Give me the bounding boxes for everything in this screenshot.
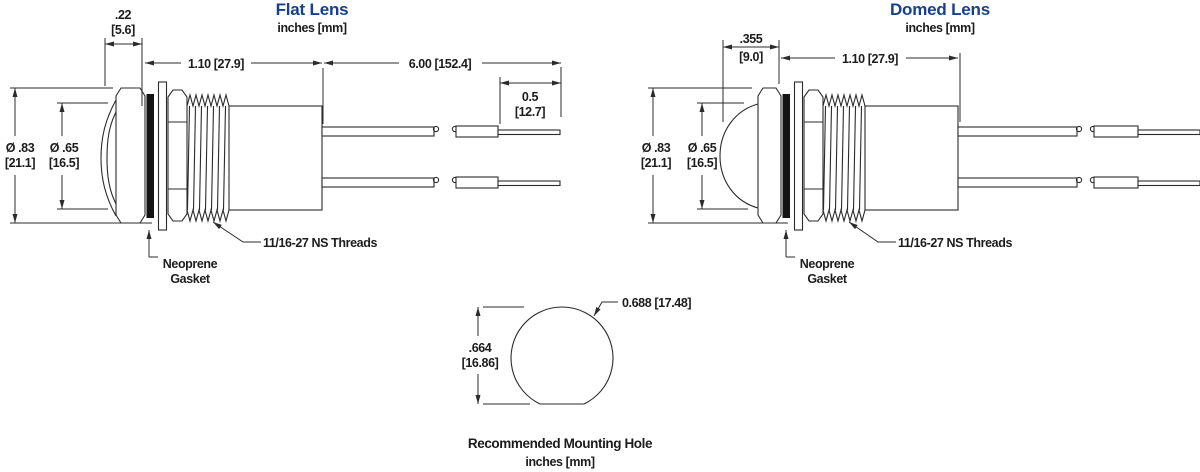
- domed-dim-od-mm: [21.1]: [640, 156, 672, 170]
- flat-dim-strip-in: 0.5: [521, 90, 539, 104]
- flat-dim-strip-length: [500, 77, 561, 124]
- domed-gasket-label-1: Neoprene: [799, 257, 855, 271]
- domed-lens-face: [720, 104, 758, 208]
- domed-threads-label-text: 11/16-27 NS Threads: [898, 236, 1012, 250]
- domed-gasket-label: [786, 230, 855, 286]
- flat-dim-lead-text: 6.00 [152.4]: [408, 57, 472, 71]
- flat-body: [229, 106, 322, 210]
- domed-dim-lens-in: Ø .65: [687, 141, 717, 155]
- flat-lens-drawing: [5, 0, 561, 286]
- flat-dim-body-text: 1.10 [27.9]: [187, 57, 245, 71]
- hole-units: inches [mm]: [525, 455, 595, 469]
- flat-wire-leads: [322, 126, 560, 188]
- flat-gasket-label-2: Gasket: [170, 272, 210, 286]
- flat-neoprene-gasket: [147, 94, 155, 218]
- flat-dim-strip-mm: [12.7]: [514, 105, 546, 119]
- domed-dim-od-in: Ø .83: [641, 141, 671, 155]
- flat-lens-title: Flat Lens: [275, 0, 349, 19]
- mounting-hole-drawing: [462, 296, 692, 469]
- flat-dim-bezel-mm: [5.6]: [111, 23, 135, 37]
- flat-threads-label-text: 11/16-27 NS Threads: [263, 236, 377, 250]
- domed-dim-lens-mm: [16.5]: [686, 156, 718, 170]
- flat-lens-units: inches [mm]: [277, 21, 347, 35]
- domed-gasket-label-2: Gasket: [807, 272, 847, 286]
- hole-caption: Recommended Mounting Hole: [467, 436, 653, 451]
- domed-lens-drawing: [641, 0, 1200, 286]
- domed-neoprene-gasket: [783, 94, 791, 218]
- flat-bezel: [116, 88, 145, 223]
- flat-threads: [187, 95, 229, 221]
- flat-gasket-label: [149, 230, 218, 286]
- flat-threads-label: [213, 222, 377, 250]
- flat-hex-nut: [168, 90, 187, 221]
- domed-threads-label: [849, 222, 1012, 250]
- flat-dim-lens-in: Ø .65: [49, 141, 79, 155]
- flat-dim-od-mm: [21.1]: [4, 156, 36, 170]
- domed-dim-body-text: 1.10 [27.9]: [841, 52, 899, 66]
- domed-dim-bezel-mm: [9.0]: [739, 50, 763, 64]
- flat-gasket-label-1: Neoprene: [162, 257, 218, 271]
- hole-dim-flat-in: .664: [468, 341, 492, 355]
- domed-hex-nut: [804, 90, 823, 221]
- domed-threads: [823, 95, 865, 221]
- flat-dim-lens-dia: [49, 103, 108, 209]
- domed-lens-units: inches [mm]: [905, 21, 975, 35]
- domed-dim-bezel-in: .355: [739, 32, 763, 46]
- flat-flange: [159, 82, 167, 230]
- domed-wire-leads: [958, 126, 1200, 188]
- flat-dim-lens-mm: [16.5]: [48, 156, 80, 170]
- domed-flange: [795, 82, 803, 230]
- hole-dim-dia-text: 0.688 [17.48]: [622, 296, 692, 310]
- hole-dim-flat-mm: [16.86]: [461, 356, 499, 370]
- domed-dim-lens-dia: [687, 103, 748, 209]
- mounting-hole-shape: [511, 307, 613, 404]
- domed-body: [865, 106, 958, 210]
- flat-dim-od-in: Ø .83: [5, 141, 35, 155]
- flat-dim-bezel-in: .22: [114, 8, 132, 22]
- hole-dim-dia: [594, 296, 691, 316]
- domed-bezel: [758, 88, 781, 223]
- domed-lens-title: Domed Lens: [889, 0, 991, 19]
- flat-lens-inner-ring: [107, 112, 116, 204]
